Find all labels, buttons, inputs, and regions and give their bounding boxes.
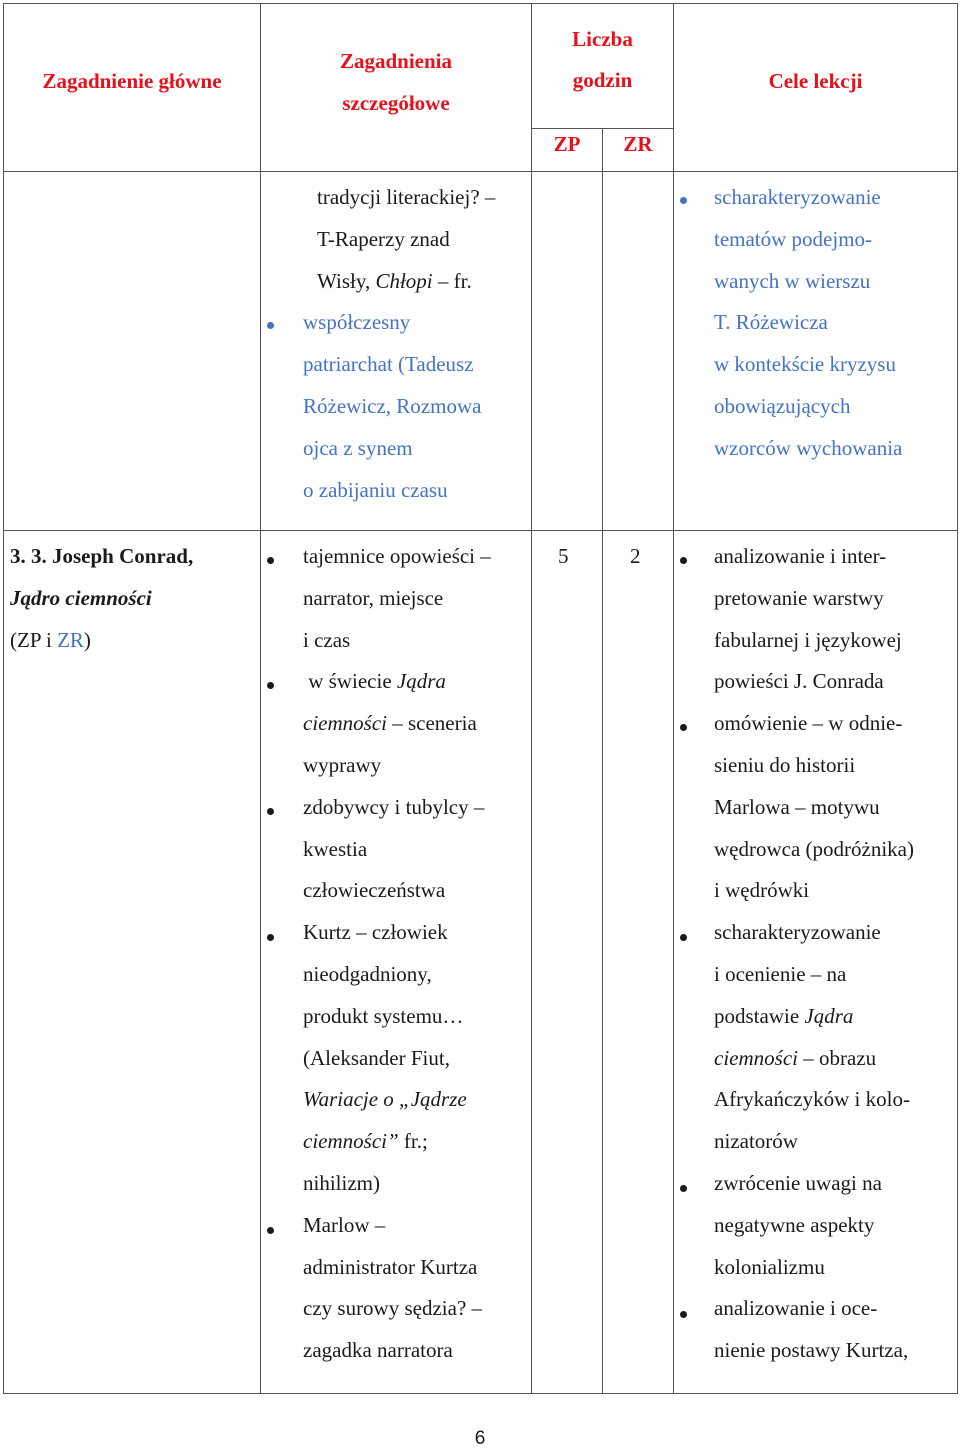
row2-detail-line: wyprawy [303, 752, 382, 777]
table-border-bottom [3, 1393, 958, 1394]
page-number: 6 [474, 1428, 486, 1449]
row1-goal-line: w kontekście kryzysu [714, 352, 896, 377]
row2-details [303, 536, 491, 1372]
row2-main-topic [10, 536, 193, 661]
row1-detail-line: Wisły, Chłopi – fr. [317, 268, 472, 293]
column-divider-3 [673, 3, 674, 1394]
row2-goal-line: negatywne aspekty [714, 1212, 875, 1237]
row2-goal-line: zwrócenie uwagi na [714, 1170, 882, 1195]
row-divider [3, 530, 958, 531]
row2-goal-line: nizatorów [714, 1129, 798, 1154]
row2-goal-line: scharakteryzowanie [714, 920, 881, 945]
bullet-icon [680, 934, 687, 941]
bullet-icon [680, 197, 687, 204]
bullet-icon [267, 682, 274, 689]
row2-goal-line: fabularnej i językowej [714, 627, 902, 652]
row2-goal-line: analizowanie i inter- [714, 544, 887, 568]
row2-goal-line: i wędrówki [714, 878, 810, 903]
header-zp: ZP [553, 132, 581, 156]
header-zr: ZR [623, 132, 653, 156]
row2-hours-zr: 2 [630, 544, 641, 568]
row1-goal-line: wanych w wierszu [714, 268, 871, 293]
row2-main-title: 3. 3. Joseph Conrad, [10, 544, 194, 568]
row2-detail-line: i czas [303, 627, 351, 652]
row2-main-book: Jądro ciemności [10, 585, 152, 610]
header-details-line1: Zagadnienia [339, 49, 453, 73]
header-hours [532, 19, 673, 101]
header-details-line2: szczegółowe [342, 91, 450, 115]
row2-goal-line: sieniu do historii [714, 752, 856, 777]
header-details [261, 40, 531, 124]
row1-goal-line: obowiązujących [714, 393, 851, 418]
row2-goal-line: nienie postawy Kurtza, [714, 1338, 909, 1363]
table-border-right [957, 3, 958, 1394]
row2-detail-line: Wariacje o „Jądrze [303, 1087, 467, 1112]
column-divider-zp-zr [602, 128, 603, 1394]
bullet-icon [680, 724, 687, 731]
row1-detail-line: o zabijaniu czasu [303, 477, 448, 502]
row1-details [303, 177, 495, 511]
row2-detail-line: człowieczeństwa [303, 878, 446, 903]
row2-goal-line: powieści J. Conrada [714, 669, 884, 694]
row1-detail-line: T-Raperzy znad [317, 226, 450, 251]
row2-detail-line: (Aleksander Fiut, [303, 1045, 450, 1070]
column-divider-2 [531, 3, 532, 1394]
row2-detail-line: nieodgadniony, [303, 961, 432, 986]
row1-goal-line: wzorców wychowania [714, 435, 903, 460]
row2-detail-line: Kurtz – człowiek [303, 920, 448, 945]
row2-detail-line: ciemności” fr.; [303, 1129, 428, 1154]
row2-goal-line: Afrykańczyków i kolo- [714, 1087, 910, 1112]
row2-goal-line: wędrowca (podróżnika) [714, 836, 914, 861]
row1-goal-line: T. Różewicza [714, 310, 828, 335]
row2-goal-line: i ocenienie – na [714, 961, 847, 986]
row2-goal-line: analizowanie i oce- [714, 1296, 878, 1321]
header-hours-line2: godzin [572, 68, 633, 92]
bullet-icon [267, 322, 274, 329]
row2-goal-line: podstawie Jądra [714, 1003, 854, 1028]
row2-goal-line: Marlowa – motywu [714, 794, 880, 819]
row2-goal-line: ciemności – obrazu [714, 1045, 877, 1070]
bullet-icon [680, 1185, 687, 1192]
row1-goal-line: tematów podejmo- [714, 226, 873, 251]
row1-detail-line: patriarchat (Tadeusz [303, 352, 474, 377]
table-border-top [3, 3, 958, 4]
row2-detail-line: zdobywcy i tubylcy – [303, 794, 485, 819]
row2-detail-line: w świecie Jądra [303, 669, 446, 694]
row1-detail-line: ojca z synem [303, 435, 413, 460]
table-border-left [3, 3, 4, 1394]
row1-detail-line: tradycji literackiej? – [317, 185, 496, 209]
header-bottom-border [3, 171, 958, 172]
header-hours-line1: Liczba [572, 27, 633, 51]
row1-detail-line: Różewicz, Rozmowa [303, 393, 482, 418]
column-divider-1 [260, 3, 261, 1394]
row2-detail-line: czy surowy sędzia? – [303, 1296, 483, 1321]
bullet-icon [267, 557, 274, 564]
header-main-topic: Zagadnienie główne [42, 69, 222, 93]
row2-main-scope: (ZP i ZR) [10, 627, 91, 652]
row2-goal-line: omówienie – w odnie- [714, 711, 903, 736]
header-lesson-goals: Cele lekcji [768, 69, 863, 93]
row2-detail-line: zagadka narratora [303, 1338, 453, 1363]
row2-hours-zp: 5 [558, 544, 569, 568]
row1-goal-line: scharakteryzowanie [714, 185, 881, 209]
bullet-icon [267, 1227, 274, 1234]
row2-goals [714, 536, 914, 1372]
row2-detail-line: Marlow – [303, 1212, 386, 1237]
row2-goal-line: kolonializmu [714, 1254, 825, 1279]
row2-detail-line: kwestia [303, 836, 368, 861]
bullet-icon [680, 1311, 687, 1318]
row2-detail-line: tajemnice opowieści – [303, 544, 491, 568]
bullet-icon [267, 808, 274, 815]
row2-detail-line: ciemności – sceneria [303, 711, 477, 736]
row2-goal-line: pretowanie warstwy [714, 585, 884, 610]
bullet-icon [267, 934, 274, 941]
row2-detail-line: nihilizm) [303, 1170, 380, 1195]
row2-detail-line: administrator Kurtza [303, 1254, 478, 1279]
row2-detail-line: narrator, miejsce [303, 585, 444, 610]
row2-detail-line: produkt systemu… [303, 1003, 464, 1028]
row1-detail-line: współczesny [303, 310, 411, 335]
row1-goals [714, 177, 902, 470]
bullet-icon [680, 557, 687, 564]
